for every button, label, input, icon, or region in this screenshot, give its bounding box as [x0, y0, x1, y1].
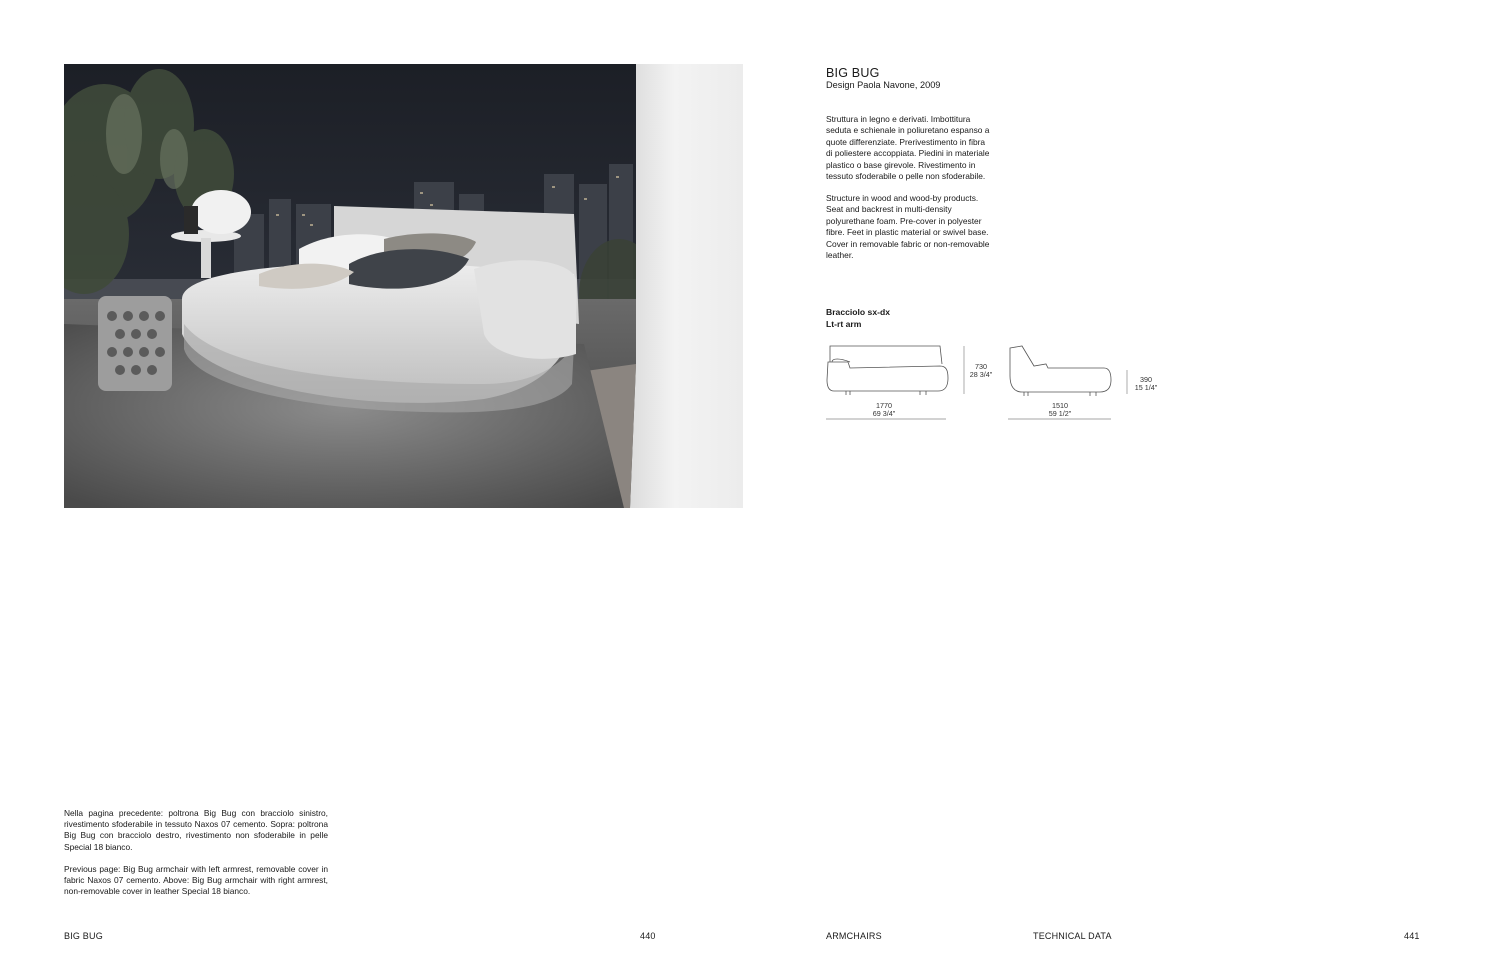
variant-name-italian: Bracciolo sx-dx: [826, 307, 890, 317]
front-view-drawing: [827, 346, 948, 395]
page-number-right: 441: [1404, 931, 1420, 941]
side-view-drawing: [1010, 346, 1111, 396]
page-number-left: 440: [640, 931, 656, 941]
caption-italian: Nella pagina precedente: poltrona Big Bug con bracciolo sinistro, rivestimento sfoderabile in tessuto Naxos 07 cemento. Sopra: poltrona Big Bug con bracciolo destro, rivestimento non sfoderabile in pelle Special 18 bianco.: [64, 808, 328, 852]
dimension-front-width: 1770 69 3/4": [872, 401, 896, 418]
designer-credit: Design Paola Navone, 2009: [826, 80, 941, 90]
description-italian: Struttura in legno e derivati. Imbottitura seduta e schienale in poliuretano espanso a quote differenziate. Prerivestimento in fibra di poliestere accoppiata. Piedini in materiale plastico o base girevole. Rivestimento in tessuto sfoderabile o pelle non sfoderabile.: [826, 114, 990, 182]
dimension-side-depth: 1510 59 1/2": [1048, 401, 1072, 418]
dimension-front-height: 730 28 3/4": [969, 362, 993, 379]
product-title: BIG BUG: [826, 66, 880, 80]
product-photo: [64, 64, 743, 508]
footer-subsection-name: TECHNICAL DATA: [1033, 931, 1112, 941]
description-english: Structure in wood and wood-by products. Seat and backrest in multi-density polyurethane foam. Pre-cover in polyester fibre. Feet in plastic material or swivel base. Cover in removable fabric or non-removable leather.: [826, 193, 990, 261]
caption-english: Previous page: Big Bug armchair with left armrest, removable cover in fabric Naxos 07 cemento. Above: Big Bug armchair with right armrest, non-removable cover in leather Special 18 bianco.: [64, 864, 328, 897]
dimension-side-height: 390 15 1/4": [1134, 375, 1158, 392]
footer-section-name: ARMCHAIRS: [826, 931, 882, 941]
variant-name-english: Lt-rt arm: [826, 319, 862, 329]
footer-product-name: BIG BUG: [64, 931, 103, 941]
